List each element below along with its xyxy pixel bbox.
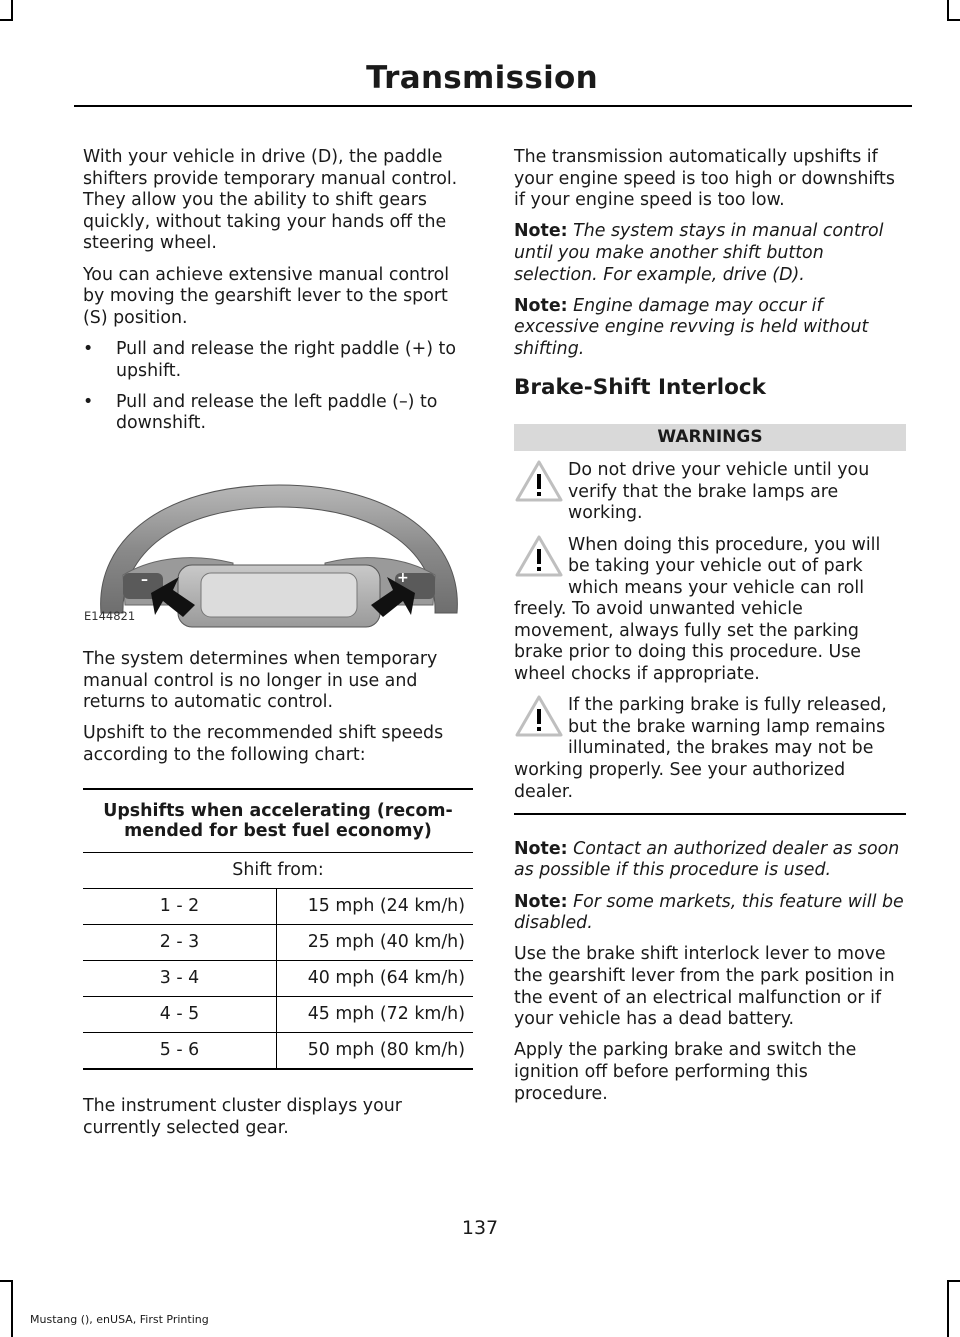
note-label: Note: bbox=[514, 891, 568, 912]
shift-speed-cell: 15 mph (24 km/h) bbox=[277, 889, 474, 925]
shift-from-cell: 4 - 5 bbox=[83, 997, 277, 1033]
shift-from-cell: 1 - 2 bbox=[83, 889, 277, 925]
shift-from-cell: 5 - 6 bbox=[83, 1033, 277, 1070]
lever-paragraph: Use the brake shift interlock lever to move the gearshift lever from the park position in the event of an electrical malfunction or if your vehicle has a dead battery. bbox=[514, 944, 895, 1030]
right-column bbox=[514, 147, 906, 1115]
note-paragraph bbox=[514, 892, 906, 935]
warning-triangle-icon bbox=[514, 458, 564, 504]
manual-control-paragraph: You can achieve extensive manual control by moving the gearshift lever to the sport (S) position. bbox=[83, 264, 450, 328]
warning-text: Do not drive your vehicle until you verify that the brake lamps are working. bbox=[568, 460, 870, 524]
list-item bbox=[83, 392, 475, 435]
table-row bbox=[83, 925, 473, 961]
table-header: Upshifts when accelerating (recom-mended for best fuel economy) bbox=[103, 801, 453, 842]
shift-speed-cell: 45 mph (72 km/h) bbox=[277, 997, 474, 1033]
crop-mark bbox=[0, 19, 13, 21]
cluster-paragraph: The instrument cluster displays your currently selected gear. bbox=[83, 1096, 402, 1139]
warning-item bbox=[514, 535, 906, 686]
bullet-dot: • bbox=[83, 391, 94, 412]
left-column bbox=[83, 147, 475, 1149]
shift-speed-cell: 50 mph (80 km/h) bbox=[277, 1033, 474, 1070]
list-item bbox=[83, 339, 475, 382]
crop-mark bbox=[947, 1280, 949, 1337]
table-subheader: Shift from: bbox=[83, 853, 473, 889]
auto-upshift-paragraph: The transmission automatically upshifts if your engine speed is too high or downshifts if your engine speed is too low. bbox=[514, 147, 895, 211]
shift-speed-cell: 25 mph (40 km/h) bbox=[277, 925, 474, 961]
table-row bbox=[83, 1033, 473, 1070]
shift-from-cell: 2 - 3 bbox=[83, 925, 277, 961]
footer-text: Mustang (), enUSA, First Printing bbox=[30, 1313, 209, 1326]
intro-paragraph: With your vehicle in drive (D), the paddle shifters provide temporary manual control. They allow you the ability to shift gears quickly, without taking your hands off the steering wheel. bbox=[83, 147, 458, 254]
crop-mark bbox=[947, 19, 960, 21]
table-row bbox=[83, 997, 473, 1033]
note-paragraph bbox=[514, 296, 906, 361]
warning-item bbox=[514, 695, 906, 803]
steering-wheel-illustration bbox=[83, 445, 475, 637]
crop-mark bbox=[11, 0, 13, 20]
upshift-table bbox=[83, 788, 473, 1070]
note-text: For some markets, this feature will be disabled. bbox=[514, 891, 904, 934]
note-label: Note: bbox=[514, 221, 568, 242]
note-label: Note: bbox=[514, 838, 568, 859]
table-row bbox=[83, 889, 473, 925]
steering-wheel-figure bbox=[83, 445, 475, 637]
note-paragraph bbox=[514, 839, 906, 882]
bullet-text: Pull and release the left paddle (–) to downshift. bbox=[116, 391, 438, 434]
plus-paddle-label: + bbox=[397, 569, 409, 586]
warning-triangle-icon bbox=[514, 693, 564, 739]
crop-mark bbox=[11, 1280, 13, 1337]
note-paragraph bbox=[514, 221, 906, 286]
note-text: The system stays in manual control until you make another shift button selection. For example, drive (D). bbox=[514, 221, 884, 285]
bullet-dot: • bbox=[83, 338, 94, 359]
minus-paddle-label: – bbox=[141, 571, 148, 588]
note-text: Engine damage may occur if excessive engine revving is held without shifting. bbox=[514, 295, 869, 359]
warning-text: When doing this procedure, you will be taking your vehicle out of park which means your vehicle can roll freely. To avoid unwanted vehicle movement, always fully set the parking brake prior to doing this procedure. Use wheel chocks if appropriate. bbox=[514, 534, 881, 685]
shift-speed-cell: 40 mph (64 km/h) bbox=[277, 961, 474, 997]
warnings-banner: WARNINGS bbox=[514, 424, 906, 451]
warnings-divider bbox=[514, 813, 906, 815]
crop-mark bbox=[947, 0, 949, 20]
shift-from-cell: 3 - 4 bbox=[83, 961, 277, 997]
system-paragraph: The system determines when temporary manual control is no longer in use and returns to automatic control. bbox=[83, 648, 438, 713]
figure-code: E144821 bbox=[84, 609, 136, 624]
apply-paragraph: Apply the parking brake and switch the ignition off before performing this procedure. bbox=[514, 1040, 857, 1104]
crop-mark bbox=[947, 1280, 960, 1282]
bullet-text: Pull and release the right paddle (+) to upshift. bbox=[116, 338, 457, 381]
note-label: Note: bbox=[514, 295, 568, 316]
note-text: Contact an authorized dealer as soon as possible if this procedure is used. bbox=[514, 838, 900, 881]
header-divider bbox=[74, 105, 912, 107]
upshift-paragraph: Upshift to the recommended shift speeds according to the following chart: bbox=[83, 723, 444, 765]
crop-mark bbox=[0, 1280, 13, 1282]
page-title: Transmission bbox=[366, 60, 598, 96]
table-row bbox=[83, 961, 473, 997]
section-heading: Brake-Shift Interlock bbox=[514, 374, 766, 400]
warning-text: If the parking brake is fully released, but the brake warning lamp remains illuminated, the brakes may not be working properly. See your authorized dealer. bbox=[514, 695, 887, 802]
page-number: 137 bbox=[461, 1217, 499, 1239]
warning-item bbox=[514, 460, 906, 525]
warning-triangle-icon bbox=[514, 533, 564, 579]
